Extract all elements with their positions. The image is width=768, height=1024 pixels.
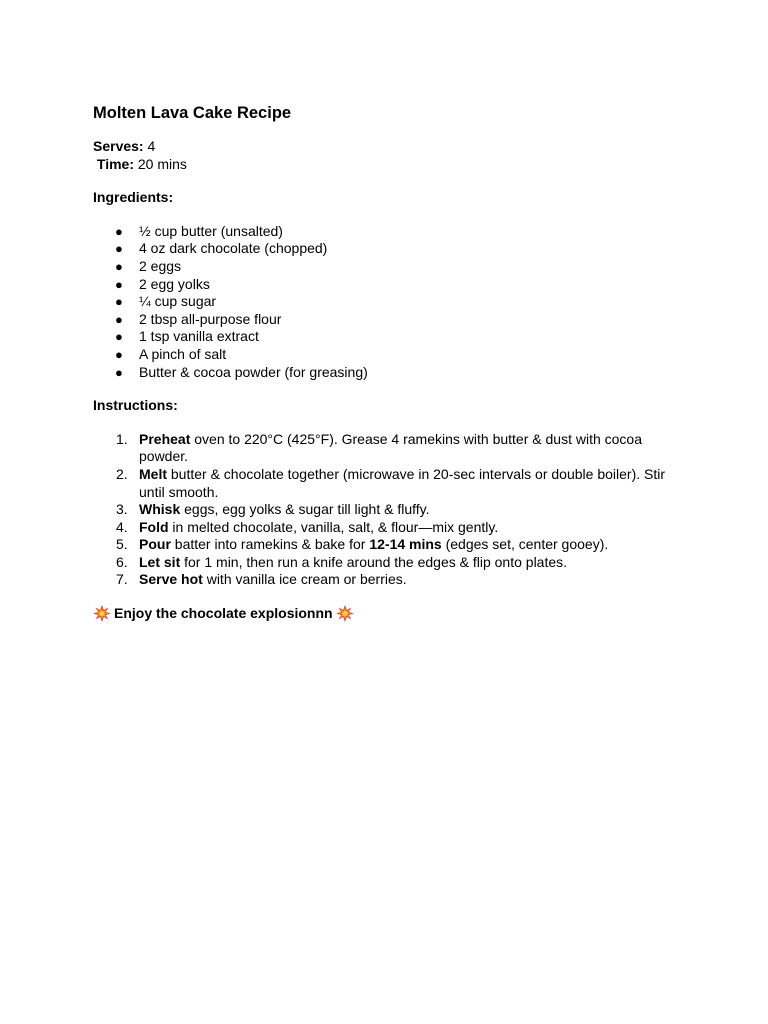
- ingredient-item: [93, 258, 683, 276]
- instruction-step: [93, 519, 683, 537]
- collision-icon: [336, 605, 354, 622]
- bullet-icon: ●: [115, 258, 123, 274]
- recipe-title: Molten Lava Cake Recipe: [93, 104, 292, 122]
- step-text: oven to 220°C (425°F). Grease 4 ramekins with butter & dust with cocoa powder.: [139, 430, 642, 465]
- instruction-step: [93, 536, 683, 554]
- step-text: for 1 min, then run a knife around the edges & flip onto plates.: [180, 553, 568, 570]
- ingredient-item: [93, 346, 683, 364]
- ingredient-text: ½ cup butter (unsalted): [139, 222, 283, 239]
- time-value: 20 mins: [133, 155, 187, 172]
- bullet-icon: ●: [115, 294, 123, 310]
- ingredient-item: [93, 276, 683, 294]
- instruction-step: [93, 431, 683, 466]
- step-text: batter into ramekins & bake for: [170, 536, 370, 553]
- step-number: 1.: [116, 430, 128, 447]
- ingredients-heading: Ingredients:: [93, 189, 174, 206]
- bullet-icon: ●: [115, 311, 123, 327]
- step-action: Serve hot: [139, 571, 203, 588]
- step-time: 12-14 mins: [369, 536, 442, 553]
- instructions-heading: Instructions:: [93, 397, 178, 414]
- step-text: in melted chocolate, vanilla, salt, & flour—mix gently.: [168, 518, 499, 535]
- step-text: with vanilla ice cream or berries.: [202, 571, 407, 588]
- bullet-icon: ●: [115, 329, 123, 345]
- collision-icon: [93, 605, 111, 622]
- time-line: [93, 156, 683, 174]
- instruction-step: [93, 501, 683, 519]
- instruction-step: [93, 466, 683, 501]
- step-action: Melt: [139, 465, 167, 482]
- instructions-list: [93, 431, 683, 589]
- bullet-icon: ●: [115, 364, 123, 380]
- step-action: Let sit: [139, 553, 181, 570]
- ingredient-item: [93, 240, 683, 258]
- ingredient-item: [93, 328, 683, 346]
- bullet-icon: ●: [115, 241, 123, 257]
- bullet-icon: ●: [115, 276, 123, 292]
- step-text: butter & chocolate together (microwave in 20-sec intervals or double boiler). Stir until smooth.: [139, 465, 666, 500]
- serves-line: [93, 138, 683, 156]
- step-number: 6.: [116, 553, 128, 570]
- closing-text: Enjoy the chocolate explosionnn: [114, 605, 333, 622]
- bullet-icon: ●: [115, 346, 123, 362]
- step-number: 2.: [116, 465, 128, 482]
- serves-label: Serves:: [93, 138, 144, 154]
- ingredient-text: ¼ cup sugar: [139, 293, 217, 310]
- step-number: 7.: [116, 571, 128, 588]
- closing-line: [93, 605, 683, 623]
- ingredient-item: [93, 311, 683, 329]
- ingredient-text: 2 eggs: [139, 257, 182, 274]
- ingredient-text: 2 egg yolks: [139, 275, 210, 292]
- ingredient-text: 4 oz dark chocolate (chopped): [139, 240, 328, 257]
- step-number: 5.: [116, 536, 128, 553]
- time-label: Time:: [96, 155, 134, 172]
- ingredient-text: Butter & cocoa powder (for greasing): [139, 363, 368, 380]
- step-action: Pour: [139, 536, 171, 553]
- ingredient-item: [93, 293, 683, 311]
- ingredient-item: [93, 364, 683, 382]
- step-action: Whisk: [139, 501, 181, 518]
- step-text-continued: (edges set, center gooey).: [441, 536, 609, 553]
- ingredient-text: A pinch of salt: [139, 345, 227, 362]
- instruction-step: [93, 571, 683, 589]
- step-text: eggs, egg yolks & sugar till light & fluffy.: [180, 501, 430, 518]
- ingredient-text: 1 tsp vanilla extract: [139, 328, 259, 345]
- step-action: Preheat: [139, 430, 191, 447]
- step-number: 4.: [116, 518, 128, 535]
- recipe-content: [93, 102, 683, 623]
- step-action: Fold: [139, 518, 169, 535]
- ingredients-list: [93, 223, 683, 381]
- instruction-step: [93, 554, 683, 572]
- serves-value: 4: [143, 138, 156, 154]
- ingredient-text: 2 tbsp all-purpose flour: [139, 310, 282, 327]
- bullet-icon: ●: [115, 223, 123, 239]
- step-number: 3.: [116, 501, 128, 518]
- ingredient-item: [93, 223, 683, 241]
